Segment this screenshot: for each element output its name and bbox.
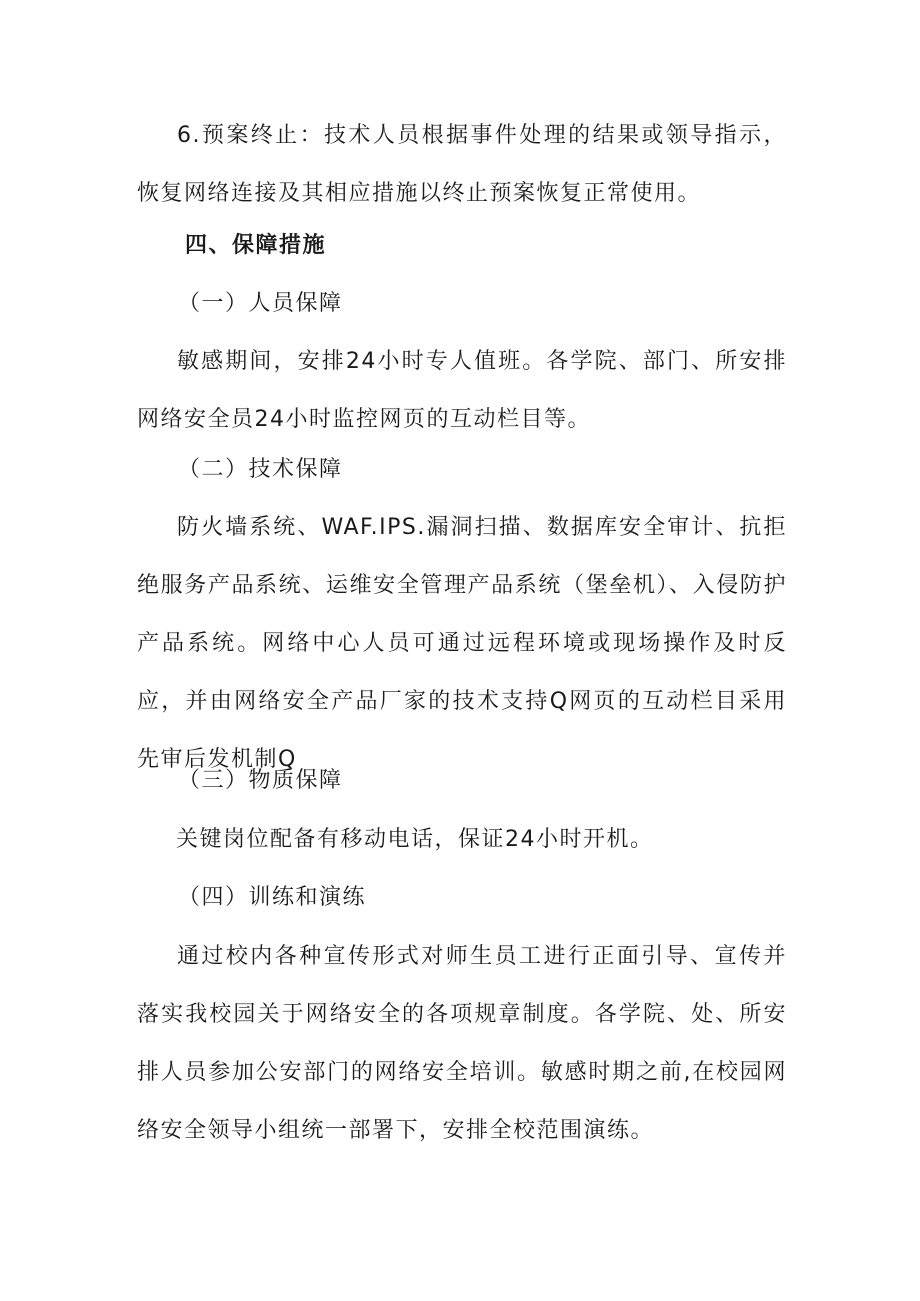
paragraph-plan-termination: 6.预案终止：技术人员根据事件处理的结果或领导指示，恢复网络连接及其相应措施以终止预案恢复正常使用。 [137,123,787,206]
paragraph-technical: 防火墙系统、WAF.IPS.漏洞扫描、数据库安全审计、抗拒绝服务产品系统、运维安全管理产品系统（堡垒机）、入侵防护产品系统。网络中心人员可通过远程环境或现场操作及时反应，并由网络安全产品厂家的技术支持Q网页的互动栏目采用先审后发机制Q [137,515,787,772]
subheading-technical: （二）技术保障 [178,457,343,482]
paragraph-training: 通过校内各种宣传形式对师生员工进行正面引导、宣传并落实我校园关于网络安全的各项规章制度。各学院、处、所安排人员参加公安部门的网络安全培训。敏感时期之前,在校园网络安全领导小组统一部署下，安排全校范围演练。 [137,944,787,1143]
subheading-personnel: （一）人员保障 [178,291,343,316]
paragraph-material: 关键岗位配备有移动电话，保证24小时开机。 [176,827,654,852]
subheading-material: （三）物质保障 [178,768,343,793]
paragraph-personnel: 敏感期间，安排24小时专人值班。各学院、部门、所安排网络安全员24小时监控网页的互动栏目等。 [137,349,787,432]
subheading-training: （四）训练和演练 [178,885,367,910]
section-heading-safeguards: 四、保障措施 [185,233,327,258]
